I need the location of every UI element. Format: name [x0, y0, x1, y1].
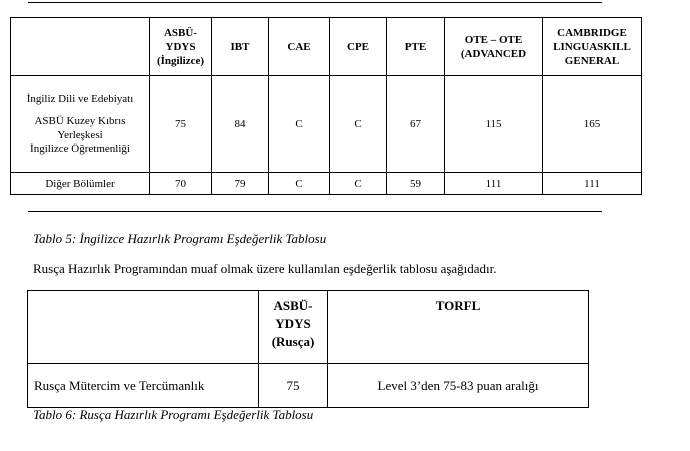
- cell-value: 70: [150, 173, 212, 195]
- cell-value: 165: [543, 76, 642, 173]
- table-6-equivalence: [27, 290, 589, 408]
- cell-value: 111: [445, 173, 543, 195]
- header-ibt: IBT: [212, 18, 269, 76]
- table-5-caption: Tablo 5: İngilizce Hazırlık Programı Eşdeğerlik Tablosu: [33, 231, 327, 246]
- body-paragraph: Rusça Hazırlık Programından muaf olmak üzere kullanılan eşdeğerlik tablosu aşağıdadır.: [33, 261, 497, 276]
- header-torfl: TORFL: [328, 291, 589, 364]
- header-asbu-ydys-rusca: ASBÜ- YDYS (Rusça): [259, 291, 328, 364]
- cell-value: C: [269, 76, 330, 173]
- header-cell-empty: [28, 291, 259, 364]
- cell-value: 111: [543, 173, 642, 195]
- cell-value: 67: [387, 76, 445, 173]
- cell-value: C: [330, 76, 387, 173]
- mid-rule: [28, 211, 602, 212]
- header-pte: PTE: [387, 18, 445, 76]
- table-row: [11, 173, 642, 195]
- row-label-russian: Rusça Mütercim ve Tercümanlık: [28, 364, 259, 408]
- header-cambridge: CAMBRIDGE LINGUASKILL GENERAL: [543, 18, 642, 76]
- cell-value: 59: [387, 173, 445, 195]
- header-cell-empty: [11, 18, 150, 76]
- cell-value: C: [269, 173, 330, 195]
- row-label-english: İngiliz Dili ve Edebiyatı ASBÜ Kuzey Kıbrıs Yerleşkesi İngilizce Öğretmenliği: [11, 76, 150, 173]
- table-row: [11, 76, 642, 173]
- cell-value: 84: [212, 76, 269, 173]
- header-cae: CAE: [269, 18, 330, 76]
- row-label-other: Diğer Bölümler: [11, 173, 150, 195]
- table-header-row: [28, 291, 589, 364]
- header-ote: OTE – OTE (ADVANCED: [445, 18, 543, 76]
- table-6-caption: Tablo 6: Rusça Hazırlık Programı Eşdeğerlik Tablosu: [33, 407, 314, 422]
- cell-value: 115: [445, 76, 543, 173]
- table-header-row: [11, 18, 642, 76]
- table-5-equivalence: [10, 17, 642, 195]
- header-cpe: CPE: [330, 18, 387, 76]
- cell-value: 79: [212, 173, 269, 195]
- top-rule: [28, 2, 602, 3]
- cell-value: 75: [150, 76, 212, 173]
- cell-value: C: [330, 173, 387, 195]
- cell-value: 75: [259, 364, 328, 408]
- header-asbu-ydys: ASBÜ- YDYS (İngilizce): [150, 18, 212, 76]
- table-row: [28, 364, 589, 408]
- cell-value: Level 3’den 75-83 puan aralığı: [328, 364, 589, 408]
